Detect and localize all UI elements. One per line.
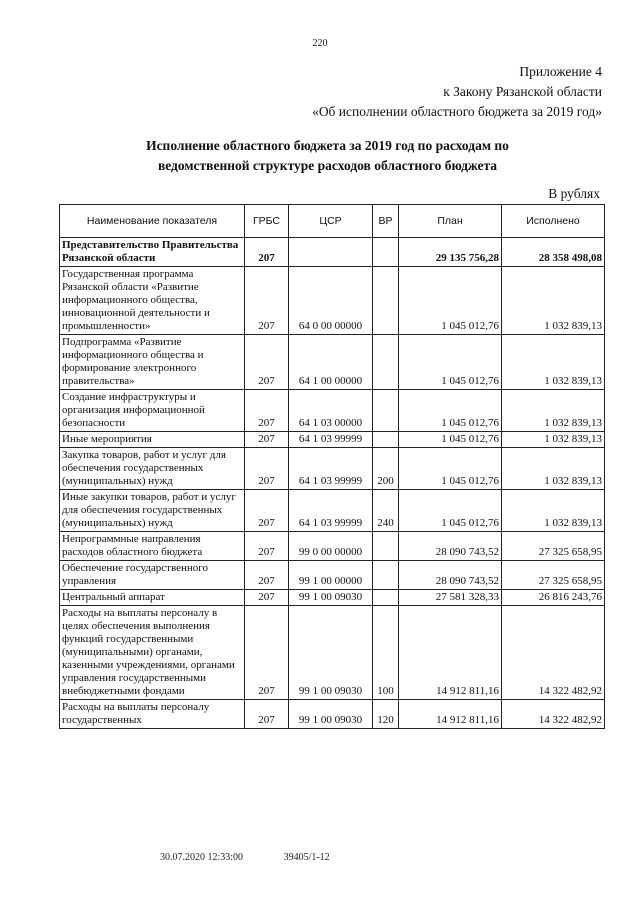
header-csr: ЦСР [289,205,373,238]
row-name: Центральный аппарат [60,590,245,606]
row-done: 14 322 482,92 [502,700,605,729]
row-grbs: 207 [245,700,289,729]
row-grbs: 207 [245,335,289,390]
header-plan: План [399,205,502,238]
row-csr: 64 0 00 00000 [289,267,373,335]
page-number: 220 [312,38,328,49]
row-grbs: 207 [245,490,289,532]
row-plan: 1 045 012,76 [399,490,502,532]
appendix-header [312,62,602,122]
table-row [60,490,605,532]
row-csr: 64 1 03 99999 [289,448,373,490]
row-vr [373,561,399,590]
document-title [60,136,595,176]
table-row [60,238,605,267]
table-row [60,700,605,729]
row-done: 27 325 658,95 [502,532,605,561]
row-done: 27 325 658,95 [502,561,605,590]
row-vr: 200 [373,448,399,490]
row-csr: 99 0 00 00000 [289,532,373,561]
row-grbs: 207 [245,390,289,432]
footer-timestamp: 30.07.2020 12:33:00 [160,852,244,863]
row-grbs: 207 [245,561,289,590]
row-name: Закупка товаров, работ и услуг для обеспечения государственных (муниципальных) нужд [60,448,245,490]
row-vr [373,238,399,267]
row-name: Иные закупки товаров, работ и услуг для обеспечения государственных (муниципальных) нужд [60,490,245,532]
row-name: Расходы на выплаты персоналу в целях обеспечения выполнения функций государственными (муниципальными) органами, казенными учреждениями, органами управления государственными внебюджетными фондами [60,606,245,700]
budget-table [59,204,605,729]
table-body [60,238,605,729]
table-row [60,561,605,590]
title-line-1: Исполнение областного бюджета за 2019 год по расходам по [146,138,509,153]
row-csr: 99 1 00 09030 [289,590,373,606]
row-csr: 64 1 00 00000 [289,335,373,390]
footer [160,852,368,863]
row-grbs: 207 [245,267,289,335]
row-plan: 27 581 328,33 [399,590,502,606]
row-vr: 240 [373,490,399,532]
row-plan: 29 135 756,28 [399,238,502,267]
table-header-row [60,205,605,238]
row-done: 1 032 839,13 [502,432,605,448]
row-csr: 99 1 00 09030 [289,606,373,700]
footer-code: 39405/1-12 [283,852,330,863]
row-grbs: 207 [245,432,289,448]
row-done: 1 032 839,13 [502,448,605,490]
table-row [60,448,605,490]
row-name: Подпрограмма «Развитие информационного общества и формирование электронного правительства» [60,335,245,390]
row-csr: 64 1 03 00000 [289,390,373,432]
row-vr: 120 [373,700,399,729]
row-name: Государственная программа Рязанской области «Развитие информационного общества, инновационной деятельности и промышленности» [60,267,245,335]
row-done: 1 032 839,13 [502,267,605,335]
row-done: 1 032 839,13 [502,390,605,432]
row-done: 26 816 243,76 [502,590,605,606]
table-row [60,532,605,561]
row-plan: 1 045 012,76 [399,448,502,490]
table-row [60,606,605,700]
row-grbs: 207 [245,448,289,490]
table-row [60,267,605,335]
header-grbs: ГРБС [245,205,289,238]
row-vr [373,267,399,335]
row-plan: 1 045 012,76 [399,335,502,390]
row-csr: 64 1 03 99999 [289,490,373,532]
appendix-line-3: «Об исполнении областного бюджета за 2019 год» [312,104,602,119]
row-vr [373,335,399,390]
appendix-line-2: к Закону Рязанской области [443,84,602,99]
header-done: Исполнено [502,205,605,238]
row-grbs: 207 [245,532,289,561]
row-plan: 14 912 811,16 [399,606,502,700]
row-done: 28 358 498,08 [502,238,605,267]
row-name: Расходы на выплаты персоналу государственных [60,700,245,729]
row-plan: 1 045 012,76 [399,267,502,335]
row-plan: 1 045 012,76 [399,390,502,432]
row-csr: 99 1 00 09030 [289,700,373,729]
row-name: Непрограммные направления расходов областного бюджета [60,532,245,561]
units-label: В рублях [548,186,600,201]
table-row [60,390,605,432]
appendix-line-1: Приложение 4 [519,64,602,79]
row-done: 1 032 839,13 [502,335,605,390]
row-done: 14 322 482,92 [502,606,605,700]
row-grbs: 207 [245,606,289,700]
table-row [60,335,605,390]
row-name: Обеспечение государственного управления [60,561,245,590]
header-name: Наименование показателя [60,205,245,238]
table-row [60,432,605,448]
row-vr [373,590,399,606]
row-name: Представительство Правительства Рязанской области [60,238,245,267]
title-line-2: ведомственной структуре расходов областного бюджета [157,158,498,173]
row-plan: 28 090 743,52 [399,532,502,561]
row-plan: 14 912 811,16 [399,700,502,729]
table-row [60,590,605,606]
row-name: Иные мероприятия [60,432,245,448]
row-grbs: 207 [245,590,289,606]
row-done: 1 032 839,13 [502,490,605,532]
row-vr [373,432,399,448]
row-name: Создание инфраструктуры и организация информационной безопасности [60,390,245,432]
row-csr [289,238,373,267]
row-csr: 99 1 00 00000 [289,561,373,590]
row-vr [373,532,399,561]
row-plan: 1 045 012,76 [399,432,502,448]
row-vr: 100 [373,606,399,700]
row-csr: 64 1 03 99999 [289,432,373,448]
header-vr: ВР [373,205,399,238]
row-vr [373,390,399,432]
row-plan: 28 090 743,52 [399,561,502,590]
row-grbs: 207 [245,238,289,267]
